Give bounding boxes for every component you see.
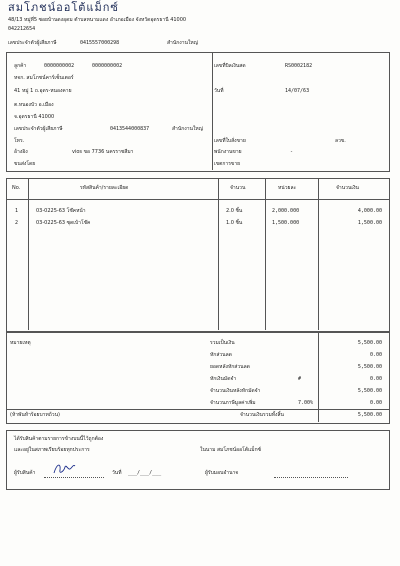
- company-address: 48/13 หมู่ที่5 ซอยบ้านดงอุดม ตำบลหนามแดง อำเภอเมือง จังหวัดอุดรธานี 41000: [8, 17, 187, 23]
- col-divider-desc: [218, 178, 219, 330]
- authorized-signature-line: [274, 477, 348, 478]
- row-2-no: 2: [15, 220, 19, 226]
- header-price: หน่วยละ: [278, 185, 297, 191]
- sum-value: 5,500.00: [357, 340, 382, 346]
- vat-label: จำนวนภาษีมูลค่าเพิ่ม: [210, 400, 256, 406]
- header-amount: จำนวนเงิน: [336, 185, 359, 191]
- items-header-divider: [6, 199, 389, 200]
- customer-code-label: ลูกค้า: [14, 63, 27, 69]
- remark-label: หมายเหตุ: [10, 340, 31, 346]
- receiver-signature-line: [44, 477, 104, 478]
- row-1-qty: 2.0 ชิ้น: [226, 208, 243, 214]
- customer-address1: 41 หมู่ 1 ถ.อุดร-หนองคาย: [14, 88, 72, 94]
- after-deposit-label: จำนวนเงินหลังหักมัดจำ: [210, 388, 261, 394]
- company-name: สมโภชน์ออโต้แม็กซ์: [8, 1, 119, 14]
- vat-rate: 7.00%: [298, 400, 314, 406]
- customer-code2: 0000000002: [92, 63, 123, 69]
- row-2-price: 1,500.000: [272, 220, 300, 226]
- items-table: [6, 178, 390, 332]
- row-1-price: 2,000.000: [272, 208, 300, 214]
- authorized-label: ผู้รับมอบอำนาจ: [205, 470, 239, 476]
- doc-credit-label: ลวข.: [335, 138, 346, 144]
- doc-number: RS0002182: [285, 63, 313, 69]
- grand-total-value: 5,500.00: [357, 412, 382, 418]
- company-phone: 042212654: [8, 26, 36, 32]
- deposit-label: หักเงินมัดจำ: [210, 376, 237, 382]
- customer-code: 0000000002: [44, 63, 75, 69]
- footer-note2: และอยู่ในสภาพเรียบร้อยทุกประการ: [14, 447, 90, 453]
- receiver-signature: [52, 461, 78, 477]
- header-no: No.: [12, 185, 21, 191]
- deposit-value: 0.00: [369, 376, 382, 382]
- row-1-amount: 4,000.00: [357, 208, 382, 214]
- doc-order-label: เลขที่ใบสั่งขาย: [214, 138, 246, 144]
- customer-name: หจก. สมโภชน์คาร์เซ็นเตอร์: [14, 75, 74, 81]
- customer-tel-label: โทร.: [14, 138, 25, 144]
- thai-amount-text: (ห้าพันห้าร้อยบาทถ้วน): [10, 412, 60, 418]
- after-deposit-value: 5,500.00: [357, 388, 382, 394]
- row-2-desc: 03-0225-63 ซุดเบ้าโช๊ค: [36, 220, 91, 226]
- col-divider-no: [28, 178, 29, 330]
- customer-ship-label: ขนส่งโดย: [14, 161, 36, 167]
- receiver-date-blank: ___/___/___: [128, 470, 162, 476]
- footer-on-behalf: ในนาม สมโภชน์ออโต้แม็กซ์: [200, 447, 261, 453]
- after-discount-label: ยอดหลังหักส่วนลด: [210, 364, 250, 370]
- row-2-qty: 1.0 ชิ้น: [226, 220, 243, 226]
- sum-label: รวมเป็นเงิน: [210, 340, 235, 346]
- col-divider-qty: [265, 178, 266, 330]
- doc-date-label: วันที่: [214, 88, 224, 94]
- customer-address2: ต.หนองบัว อ.เมือง: [14, 102, 54, 108]
- row-2-amount: 1,500.00: [357, 220, 382, 226]
- customer-ref-value: vios ขอ 7736 นครราชสีมา: [72, 149, 134, 155]
- customer-box-divider: [212, 52, 213, 170]
- footer-note1: ได้รับสินค้าตามรายการข้างบนนี้ไว้ถูกต้อง: [14, 436, 104, 442]
- customer-tax-id: 0413544000837: [110, 126, 150, 132]
- doc-date: 14/07/63: [285, 88, 310, 94]
- customer-box: [6, 52, 390, 172]
- header-qty: จำนวน: [230, 185, 246, 191]
- discount-label: หักส่วนลด: [210, 352, 232, 358]
- company-tax-id: 0415557000298: [80, 40, 120, 46]
- customer-tax-id-label: เลขประจำตัวผู้เสียภาษี: [14, 126, 63, 132]
- doc-project-label: เขตการขาย: [214, 161, 241, 167]
- col-divider-price: [318, 178, 319, 330]
- customer-ref-label: อ้างอิง: [14, 149, 28, 155]
- vat-value: 0.00: [369, 400, 382, 406]
- doc-number-label: เลขที่บิลเงินสด: [214, 63, 246, 69]
- company-tax-id-label: เลขประจำตัวผู้เสียภาษี: [8, 40, 57, 46]
- deposit-mark: #: [298, 376, 302, 382]
- doc-salesman-label: พนักงานขาย: [214, 149, 242, 155]
- customer-branch: สำนักงานใหญ่: [172, 126, 203, 132]
- company-branch: สำนักงานใหญ่: [167, 40, 198, 46]
- receiver-label: ผู้รับสินค้า: [14, 470, 36, 476]
- grand-total-divider: [6, 409, 389, 410]
- customer-address3: จ.อุดรธานี 41000: [14, 114, 55, 120]
- row-1-desc: 03-0225-63 โช๊คหน้า: [36, 208, 86, 214]
- row-1-no: 1: [15, 208, 19, 214]
- after-discount-value: 5,500.00: [357, 364, 382, 370]
- doc-salesman-value: -: [290, 149, 294, 155]
- receiver-date-label: วันที่: [112, 470, 122, 476]
- discount-value: 0.00: [369, 352, 382, 358]
- header-desc: รหัสสินค้า/รายละเอียด: [80, 185, 129, 191]
- grand-total-label: จำนวนเงินรวมทั้งสิ้น: [240, 412, 284, 418]
